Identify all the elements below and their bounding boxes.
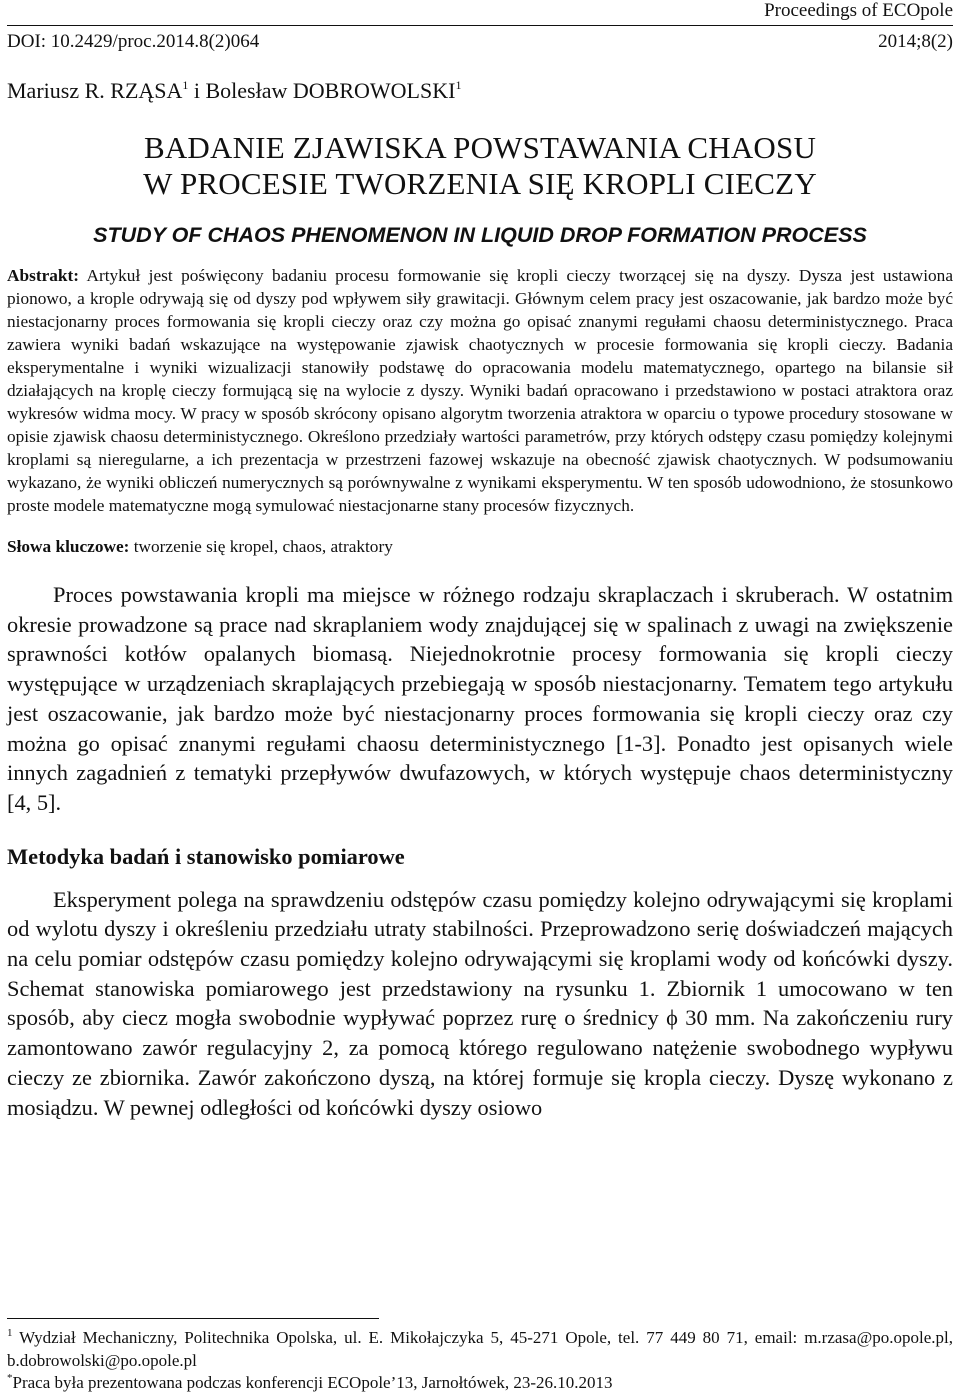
footnote-1-text: Wydział Mechaniczny, Politechnika Opolska, ul. E. Mikołajczyka 5, 45-271 Opole, tel. 77 449 80 71, email: m.rzasa@po.opole.pl, b.dobrowolski@po.opole.pl <box>7 1328 953 1370</box>
footnote-mark: * <box>7 1372 13 1384</box>
affiliation-mark: 1 <box>182 78 189 92</box>
header-rule <box>7 25 953 26</box>
footnote-mark: 1 <box>7 1327 13 1339</box>
footnote-rule <box>7 1318 379 1319</box>
keywords-label: Słowa kluczowe: <box>7 537 130 556</box>
doi-line <box>7 30 953 54</box>
footnote-1 <box>7 1327 953 1372</box>
running-head: Proceedings of ECOpole <box>764 0 953 21</box>
title-english: STUDY OF CHAOS PHENOMENON IN LIQUID DROP FORMATION PROCESS <box>93 223 867 247</box>
issue: 2014;8(2) <box>878 31 953 52</box>
author-1: Mariusz R. RZĄSA <box>7 78 183 103</box>
abstract-label: Abstrakt: <box>7 266 80 285</box>
title-line-2: W PROCESIE TWORZENIA SIĘ KROPLI CIECZY <box>143 166 817 201</box>
abstract-text: Artykuł jest poświęcony badaniu procesu formowanie się kropli cieczy tworzącej się na dyszy. Dysza jest ustawiona pionowo, a krople odrywają się od dyszy pod wpływem siły grawitacji. Głównym celem pracy jest oszacowanie, jak bardzo może być niestacjonarny proces formowania się kropli cieczy oraz czy można go opisać znanymi regułami chaosu deterministycznego. Praca zawiera wyniki badań wskazujące na występowanie zjawisk chaotycznych w procesie formowania się kropli cieczy. Badania eksperymentalne i wyniki wizualizacji stanowiły podstawę do opracowania modelu matematycznego, opartego na bilansie sił działających na kroplę cieczy formującą się na wylocie z dyszy. Wyniki badań opracowano i przedstawiono w postaci atraktora oraz wykresów widma mocy. W pracy w sposób skrócony opisano algorytm tworzenia atraktora w oparciu o typowe procedury stosowane w opisie zjawisk chaosu deterministycznego. Określono przedziały wartości parametrów, przy których odstępy czasu pomiędzy kolejnymi kroplami są nieregularne, a ich prezentacja w przestrzeni fazowej wskazuje na obecność zjawisk chaotycznych. W podsumowaniu wykazano, że wyniki obliczeń numerycznych są porównywalne z wynikami eksperymentu. W ten sposób udowodniono, że stosunkowo proste modele matematyczne mogą symulować niestacjonarne stany procesów fizycznych. <box>7 266 953 515</box>
authors <box>7 78 953 104</box>
methods-paragraph: Eksperyment polega na sprawdzeniu odstępów czasu pomiędzy kolejno odrywającymi się kroplami od wylotu dyszy i określeniu przedziału utraty stabilności. Przeprowadzono serię doświadczeń mających na celu pomiar odstępów czasu pomiędzy kolejno odrywającymi się kroplami wody od końcówki dyszy. Schemat stanowiska pomiarowego jest przedstawiony na rysunku 1. Zbiornik 1 umocowano w ten sposób, aby ciecz mogła swobodnie wypływać poprzez rurę o średnicy ϕ 30 mm. Na zakończeniu rury zamontowano zawór regulacyjny 2, za pomocą którego regulowano natężenie swobodnego wypływu cieczy ze zbiornika. Zawór zakończono dyszą, na której formuje się kropla cieczy. Dyszę wykonano z mosiądzu. W pewnej odległości od końcówki dyszy osiowo <box>7 886 953 1120</box>
keywords-text: tworzenie się kropel, chaos, atraktory <box>129 537 393 556</box>
doi: DOI: 10.2429/proc.2014.8(2)064 <box>7 31 260 52</box>
footnote-2-text: Praca była prezentowana podczas konferencji ECOpole’13, Jarnołtówek, 23-26.10.2013 <box>12 1373 613 1392</box>
footnotes <box>7 1318 953 1395</box>
footnote-2 <box>7 1372 953 1395</box>
title-line-1: BADANIE ZJAWISKA POWSTAWANIA CHAOSU <box>143 130 817 165</box>
title-polish <box>7 130 953 202</box>
intro-paragraph: Proces powstawania kropli ma miejsce w różnego rodzaju skraplaczach i skruberach. W ostatnim okresie prowadzone są prace nad skraplaniem wody znajdującej się w spalinach z uwagi na zwiększenie sprawności kotłów opalanych biomasą. Niejednokrotnie procesy formowania się kropli cieczy występujące w urządzeniach skraplających przebiegają w sposób niestacjonarny. Tematem tego artykułu jest oszacowanie, jak bardzo może być niestacjonarny proces formowania się kropli cieczy oraz czy można go opisać znanymi regułami chaosu deterministycznego [1-3]. Ponadto jest opisanych wiele innych zagadnień z tematyki przepływów dwufazowych, w których występuje chaos deterministyczny [4, 5]. <box>7 582 953 815</box>
affiliation-mark: 1 <box>455 78 462 92</box>
keywords <box>7 535 953 558</box>
section-heading: Metodyka badań i stanowisko pomiarowe <box>7 843 405 869</box>
author-connector: i Bolesław DOBROWOLSKI <box>188 78 456 103</box>
abstract <box>7 264 953 517</box>
